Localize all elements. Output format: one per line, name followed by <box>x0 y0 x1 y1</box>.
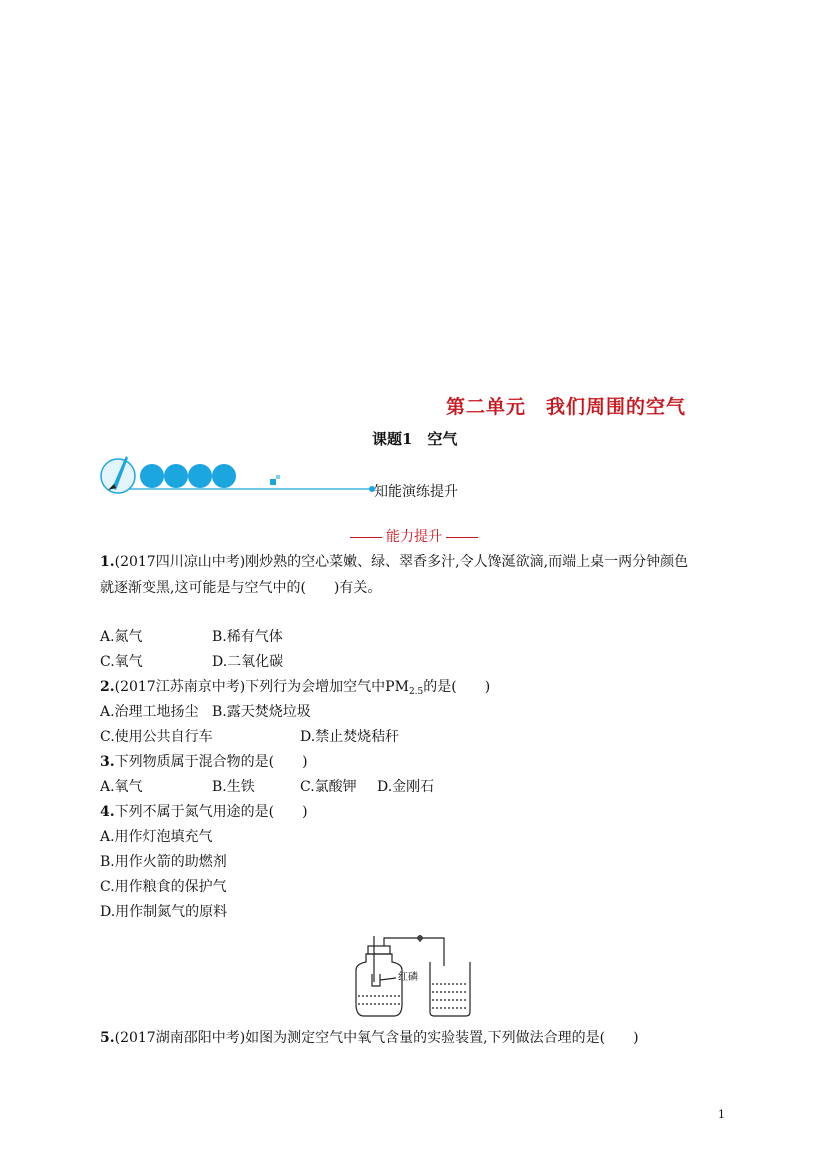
section-heading: 能力提升 <box>346 526 482 546</box>
lesson-title: 课题1 空气 <box>372 430 458 448</box>
page-number: 1 <box>718 1108 725 1121</box>
option-4d: D.用作制氮气的原料 <box>100 904 228 920</box>
question-2-stem: 2.(2017江苏南京中考)下列行为会增加空气中$PM_{2.5}$的是( ) <box>100 679 491 697</box>
option-1a: A.氮气 <box>100 629 143 645</box>
option-2d: D.禁止焚烧秸秆 <box>300 729 400 745</box>
banner-label: 知能演练提升 <box>374 484 458 500</box>
option-3a: A.氧气 <box>100 779 143 795</box>
option-3b: B.生铁 <box>212 779 255 795</box>
option-2a: A.治理工地扬尘 <box>100 704 199 720</box>
option-1d: D.二氧化碳 <box>212 654 284 670</box>
option-4b: B.用作火箭的助燃剂 <box>100 854 227 870</box>
option-3d: D.金刚石 <box>377 779 435 795</box>
unit-title: 第二单元 我们周围的空气 <box>446 396 687 418</box>
question-3-stem: 3.下列物质属于混合物的是( ) <box>100 754 308 770</box>
question-4-stem: 4.下列不属于氮气用途的是( ) <box>100 804 308 820</box>
option-1b: B.稀有气体 <box>212 629 283 645</box>
option-1c: C.氧气 <box>100 654 143 670</box>
figure-label-red-phosphorus: 红磷 <box>398 972 418 983</box>
question-1-line-2: 就逐渐变黑,这可能是与空气中的( )有关。 <box>100 580 382 596</box>
option-2b: B.露天焚烧垃圾 <box>212 704 311 720</box>
option-3c: C.氯酸钾 <box>300 779 357 795</box>
question-1-line-1: 1.(2017四川凉山中考)刚炒熟的空心菜嫩、绿、翠香多汁,令人馋涎欲滴,而端上桌一两分钟颜色 <box>100 554 689 570</box>
option-4c: C.用作粮食的保护气 <box>100 879 227 895</box>
option-4a: A.用作灯泡填充气 <box>100 829 213 845</box>
section-banner <box>98 452 398 502</box>
option-2c: C.使用公共自行车 <box>100 729 213 745</box>
question-5-stem: 5.(2017湖南邵阳中考)如图为测定空气中氧气含量的实验装置,下列做法合理的是( ) <box>100 1030 639 1046</box>
